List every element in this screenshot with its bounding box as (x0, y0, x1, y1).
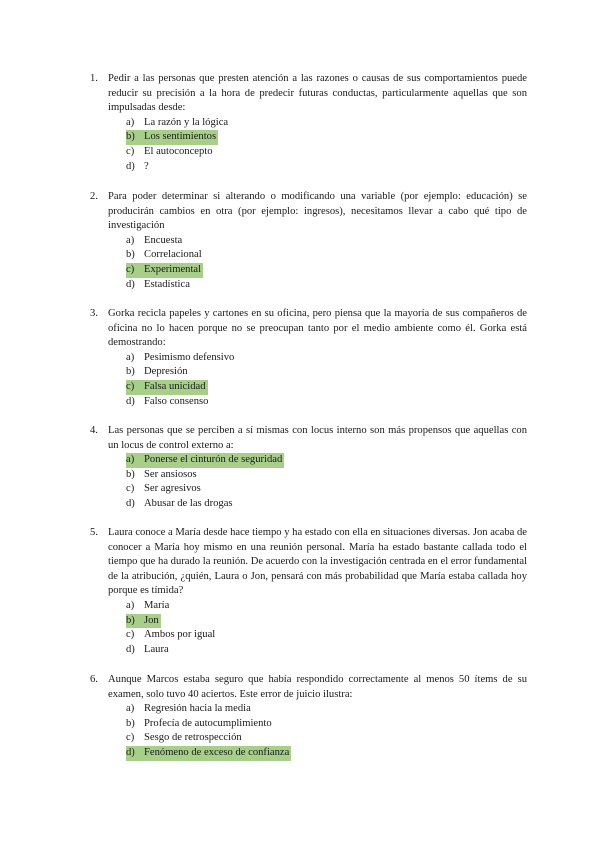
option-a-row (126, 453, 527, 468)
question-6 (90, 673, 527, 761)
question-text: Las personas que se perciben a sí mismas con locus interno son más propensos que aquellas con un locus de control externo a: (108, 425, 527, 451)
option-d: d) Falso consenso (126, 395, 209, 407)
option-d-highlighted: d) Fenómeno de exceso de confianza (126, 746, 291, 761)
question-number: 1. (90, 73, 98, 84)
option-c: c) Ser agresivos (126, 483, 201, 495)
question-text: Para poder determinar si alterando o modificando una variable (por ejemplo: educación) se producirán cambios en otra (por ejemplo: ingresos), necesitamos llevar a cabo qué tipo de investigación (108, 191, 527, 232)
option-c: c) El autoconcepto (126, 145, 213, 157)
question-1 (90, 72, 527, 174)
option-b: b) Correlacional (126, 249, 202, 261)
question-number: 3. (90, 308, 98, 319)
option-b: b) Depresión (126, 366, 188, 378)
option-b-highlighted: b) Los sentimientos (126, 130, 218, 145)
option-a-highlighted: a) Ponerse el cinturón de seguridad (126, 453, 284, 468)
option-d: d) Abusar de las drogas (126, 497, 233, 509)
option-b: b) Profecía de autocumplimiento (126, 717, 272, 729)
option-list (126, 234, 527, 292)
option-c-row (126, 380, 527, 395)
option-b-row (126, 130, 527, 145)
option-b-highlighted: b) Jon (126, 614, 161, 629)
option-list (126, 599, 527, 657)
option-c: c) Sesgo de retrospección (126, 732, 242, 744)
question-text: Laura conoce a María desde hace tiempo y ha estado con ella en situaciones diversas. Jon acaba de conocer a María hoy mismo en una reunión personal. María ha estado bastante callada todo el tiempo que ha durado la reunión. De acuerdo con la investigación centrada en el error fundamental de la atribución, ¿quién, Laura o Jon, pensará con más probabilidad que María estaba callada hoy porque es tímida? (108, 527, 527, 597)
option-c-row (126, 263, 527, 278)
option-d: d) Estadística (126, 278, 190, 290)
option-list (126, 453, 527, 511)
option-d: d) ? (126, 160, 149, 172)
option-a: a) Regresión hacia la media (126, 703, 251, 715)
question-text: Pedir a las personas que presten atención a las razones o causas de sus comportamientos puede reducir su precisión a la hora de predecir futuras conductas, particularmente aquellas que son impulsadas desde: (108, 73, 527, 114)
option-c-highlighted: c) Falsa unicidad (126, 380, 208, 395)
option-a: a) María (126, 599, 170, 611)
option-list (126, 116, 527, 174)
option-a: a) Encuesta (126, 234, 183, 246)
option-c-highlighted: c) Experimental (126, 263, 203, 278)
question-2 (90, 190, 527, 292)
option-d: d) Laura (126, 643, 169, 655)
question-3 (90, 307, 527, 409)
question-number: 2. (90, 191, 98, 202)
question-text: Gorka recicla papeles y cartones en su oficina, pero piensa que la mayoría de sus compañeros de oficina no lo hacen porque no se preocupan tanto por el medio ambiente como él. Gorka está demostrando: (108, 308, 527, 349)
option-d-row (126, 746, 527, 761)
option-list (126, 351, 527, 409)
question-text: Aunque Marcos estaba seguro que había respondido correctamente al menos 50 ítems de su examen, solo tuvo 40 aciertos. Este error de juicio ilustra: (108, 674, 527, 700)
question-5 (90, 526, 527, 657)
option-a: a) Pesimismo defensivo (126, 351, 235, 363)
option-b-row (126, 614, 527, 629)
question-number: 4. (90, 425, 98, 436)
option-a: a) La razón y la lógica (126, 116, 229, 128)
option-b: b) Ser ansiosos (126, 468, 197, 480)
question-number: 5. (90, 527, 98, 538)
option-list (126, 702, 527, 760)
question-4 (90, 424, 527, 512)
option-c: c) Ambos por igual (126, 629, 216, 641)
question-number: 6. (90, 674, 98, 685)
